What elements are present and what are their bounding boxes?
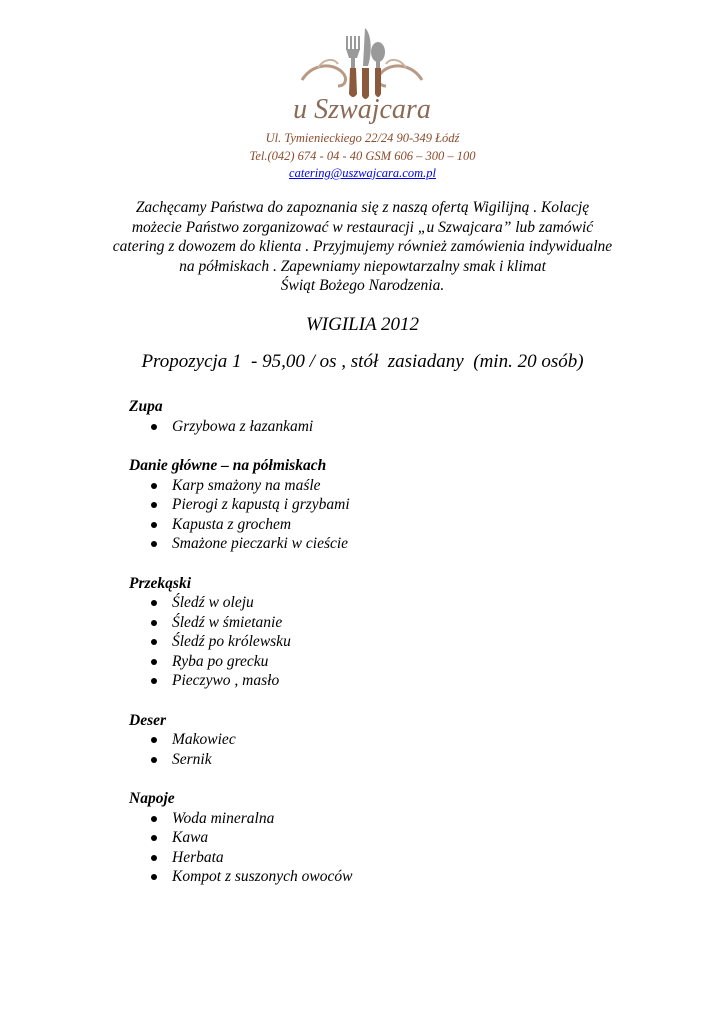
- bullet-icon: [151, 424, 157, 430]
- page-title: WIGILIA 2012: [305, 314, 420, 335]
- intro-line: Świąt Bożego Narodzenia.: [280, 277, 445, 294]
- section-title: Deser: [129, 711, 167, 729]
- proposal-heading: Propozycja 1 - 95,00 / os , stół zasiadany (min. 20 osób): [141, 351, 584, 372]
- list-item: Śledź po królewsku: [129, 632, 629, 652]
- bullet-icon: [151, 522, 157, 528]
- svg-text:u Szwajcara: u Szwajcara: [293, 94, 431, 125]
- bullet-icon: [151, 541, 157, 547]
- menu-section: [129, 789, 629, 887]
- list-item: Herbata: [129, 848, 629, 868]
- address: Ul. Tymienieckiego 22/24 90-349 Łódź: [265, 131, 460, 145]
- section-title: Danie główne – na półmiskach: [129, 457, 327, 474]
- list-item: Sernik: [129, 750, 629, 770]
- menu-section: [129, 711, 629, 770]
- bullet-icon: [151, 816, 157, 822]
- list-item: Kapusta z grochem: [129, 515, 629, 535]
- bullet-icon: [151, 639, 157, 645]
- list-item: Śledź w oleju: [129, 593, 629, 613]
- list-item: Kawa: [129, 828, 629, 848]
- list-item: Pierogi z kapustą i grzybami: [129, 495, 629, 515]
- bullet-icon: [151, 855, 157, 861]
- bullet-icon: [151, 620, 157, 626]
- bullet-icon: [151, 874, 157, 880]
- section-title: Przekąski: [129, 574, 191, 592]
- list-item: Kompot z suszonych owoców: [129, 867, 629, 887]
- list-item: Pieczywo , masło: [129, 671, 629, 691]
- intro-line: catering z dowozem do klienta . Przyjmujemy również zamówienia indywidualne: [112, 238, 613, 255]
- list-item: Makowiec: [129, 730, 629, 750]
- bullet-icon: [151, 835, 157, 841]
- list-item: Ryba po grecku: [129, 652, 629, 672]
- bullet-icon: [151, 737, 157, 743]
- email-link[interactable]: catering@uszwajcara.com.pl: [289, 166, 436, 180]
- bullet-icon: [151, 502, 157, 508]
- list-item: Smażone pieczarki w cieście: [129, 534, 629, 554]
- bullet-icon: [151, 678, 157, 684]
- section-title: Zupa: [129, 398, 163, 415]
- menu-section: [129, 397, 629, 436]
- phone-numbers: Tel.(042) 674 - 04 - 40 GSM 606 – 300 – 100: [249, 149, 476, 163]
- cutlery-logo-icon: [262, 18, 462, 130]
- menu-list: [129, 397, 629, 907]
- list-item: Śledź w śmietanie: [129, 613, 629, 633]
- intro-line: Zachęcamy Państwa do zapoznania się z naszą ofertą Wigilijną . Kolację: [135, 199, 590, 216]
- bullet-icon: [151, 757, 157, 763]
- list-item: Grzybowa z łazankami: [129, 417, 629, 437]
- list-item: Karp smażony na maśle: [129, 476, 629, 496]
- bullet-icon: [151, 483, 157, 489]
- bullet-icon: [151, 600, 157, 606]
- menu-section: [129, 574, 629, 691]
- section-title: Napoje: [129, 790, 175, 807]
- bullet-icon: [151, 659, 157, 665]
- restaurant-logo: [262, 18, 462, 130]
- intro-line: możecie Państwo zorganizować w restauracji „u Szwajcara” lub zamówić: [131, 218, 594, 236]
- intro-line: na półmiskach . Zapewniamy niepowtarzalny smak i klimat: [179, 257, 546, 275]
- menu-section: [129, 456, 629, 554]
- list-item: Woda mineralna: [129, 809, 629, 829]
- intro-paragraph: [60, 198, 665, 296]
